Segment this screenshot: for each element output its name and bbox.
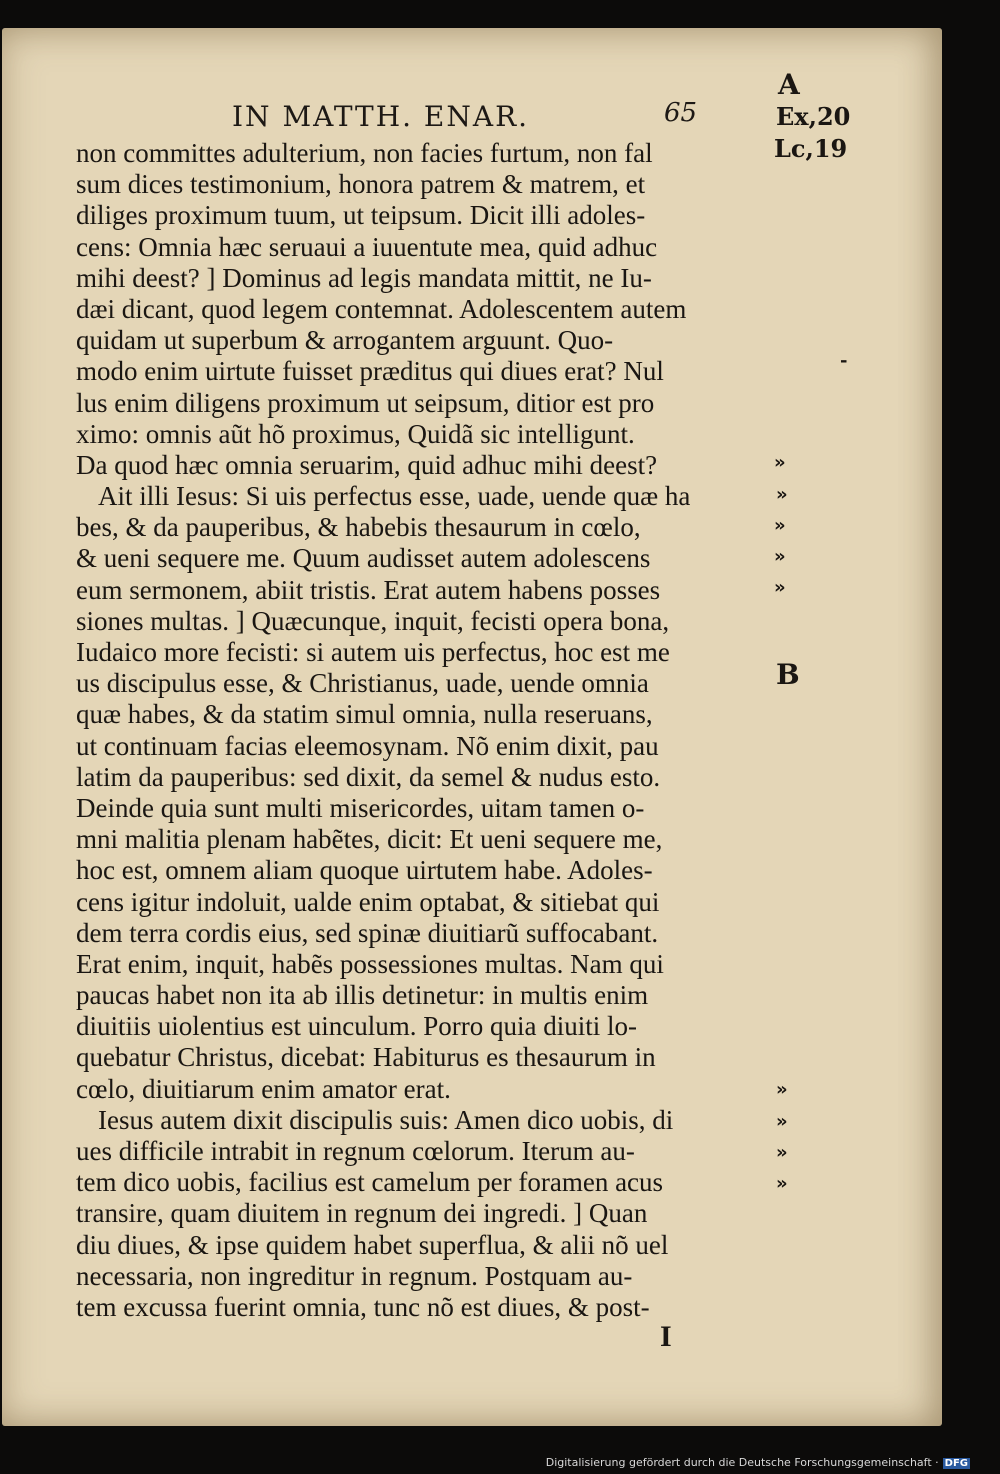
text-line: mihi deest? ] Dominus ad legis mandata mittit, ne Iu-: [76, 262, 652, 293]
quote-mark-icon: »: [774, 577, 786, 598]
text-line: Iesus autem dixit discipulis suis: Amen dico uobis, di: [98, 1104, 674, 1135]
credit-text: Digitalisierung gefördert durch die Deutsche Forschungsgemeinschaft ·: [545, 1456, 939, 1469]
text-line: Ait illi Iesus: Si uis perfectus esse, uade, uende quæ ha: [98, 481, 691, 512]
text-line: bes, & da pauperibus, & habebis thesaurum in cœlo,: [76, 512, 641, 543]
text-line: & ueni sequere me. Quum audisset autem adolescens: [76, 543, 651, 574]
text-line: quidam ut superbum & arrogantem arguunt. Quo-: [76, 325, 614, 356]
margin-dash: -: [840, 350, 848, 371]
text-line: dem terra cordis eius, sed spinæ diuitiarũ suffocabant.: [76, 917, 659, 948]
text-line: modo enim uirtute fuisset præditus qui diues erat? Nul: [76, 356, 664, 387]
quote-mark-icon: »: [774, 515, 786, 536]
folio-number: 65: [664, 98, 698, 128]
signature-mark: I: [660, 1320, 672, 1353]
text-line: diliges proximum tuum, ut teipsum. Dicit illi adoles-: [76, 200, 646, 231]
margin-section-a: A: [778, 68, 800, 101]
text-line: non committes adulterium, non facies furtum, non fal: [76, 138, 653, 168]
text-line: siones multas. ] Quæcunque, inquit, fecisti opera bona,: [76, 605, 670, 636]
text-line: paucas habet non ita ab illis detinetur: in multis enim: [76, 980, 649, 1011]
quote-mark-icon: »: [776, 484, 788, 505]
text-line: cœlo, diuitiarum enim amator erat.: [76, 1073, 451, 1104]
text-line: sum dices testimonium, honora patrem & matrem, et: [76, 169, 646, 200]
quote-mark-icon: »: [774, 546, 786, 567]
text-line: transire, quam diuitem in regnum dei ingredi. ] Quan: [76, 1198, 648, 1229]
text-line: ximo: omnis aũt hõ proximus, Quidã sic intelligunt.: [76, 418, 635, 449]
text-line: us discipulus esse, & Christianus, uade, uende omnia: [76, 668, 649, 699]
quote-mark-icon: »: [774, 452, 786, 473]
text-line: diu diues, & ipse quidem habet superflua, & alii nõ uel: [76, 1229, 669, 1260]
text-line: cens igitur indoluit, ualde enim optabat, & sitiebat qui: [76, 886, 660, 917]
running-title: IN MATTH. ENAR.: [232, 100, 530, 133]
quote-mark-icon: »: [776, 1173, 788, 1194]
text-line: necessaria, non ingreditur in regnum. Postquam au-: [76, 1260, 633, 1291]
text-line: tem excussa fuerint omnia, tunc nõ est diues, & post-: [76, 1291, 650, 1322]
text-line: Erat enim, inquit, habẽs possessiones multas. Nam qui: [76, 948, 664, 979]
text-line: quebatur Christus, dicebat: Habiturus es thesaurum in: [76, 1042, 656, 1073]
body-text: [76, 138, 766, 1323]
text-line: tem dico uobis, facilius est camelum per foramen acus: [76, 1167, 664, 1198]
text-line: Deinde quia sunt multi misericordes, uitam tamen o-: [76, 792, 645, 823]
book-page: [2, 28, 942, 1426]
dfg-logo: DFG: [944, 1458, 968, 1469]
margin-reference-exodus: Ex,20: [776, 102, 851, 131]
text-line: Da quod hæc omnia seruarim, quid adhuc mihi deest?: [76, 449, 658, 480]
quote-mark-icon: »: [776, 1079, 788, 1100]
text-line: latim da pauperibus: sed dixit, da semel & nudus esto.: [76, 761, 661, 792]
quote-mark-icon: »: [776, 1142, 788, 1163]
text-line: diuitiis uiolentius est uinculum. Porro quia diuiti lo-: [76, 1011, 637, 1042]
margin-reference-luke: Lc,19: [774, 134, 848, 163]
text-line: lus enim diligens proximum ut seipsum, ditior est pro: [76, 387, 655, 418]
text-line: ut continuam facias eleemosynam. Nõ enim dixit, pau: [76, 730, 659, 761]
text-line: cens: Omnia hæc seruaui a iuuentute mea, quid adhuc: [76, 231, 658, 262]
text-line: hoc est, omnem aliam quoque uirtutem habe. Adoles-: [76, 855, 653, 886]
text-line: quæ habes, & da statim simul omnia, nulla reseruans,: [76, 699, 653, 730]
text-line: dæi dicant, quod legem contemnat. Adolescentem autem: [76, 293, 687, 324]
text-line: Iudaico more fecisti: si autem uis perfectus, hoc est me: [76, 637, 670, 667]
digitization-credit: [546, 1456, 970, 1469]
text-line: ues difficile intrabit in regnum cœlorum. Iterum au-: [76, 1136, 635, 1166]
text-line: mni malitia plenam habẽtes, dicit: Et ueni sequere me,: [76, 824, 663, 855]
margin-section-b: B: [776, 658, 800, 691]
text-line: eum sermonem, abiit tristis. Erat autem habens posses: [76, 574, 661, 605]
quote-mark-icon: »: [776, 1111, 788, 1132]
